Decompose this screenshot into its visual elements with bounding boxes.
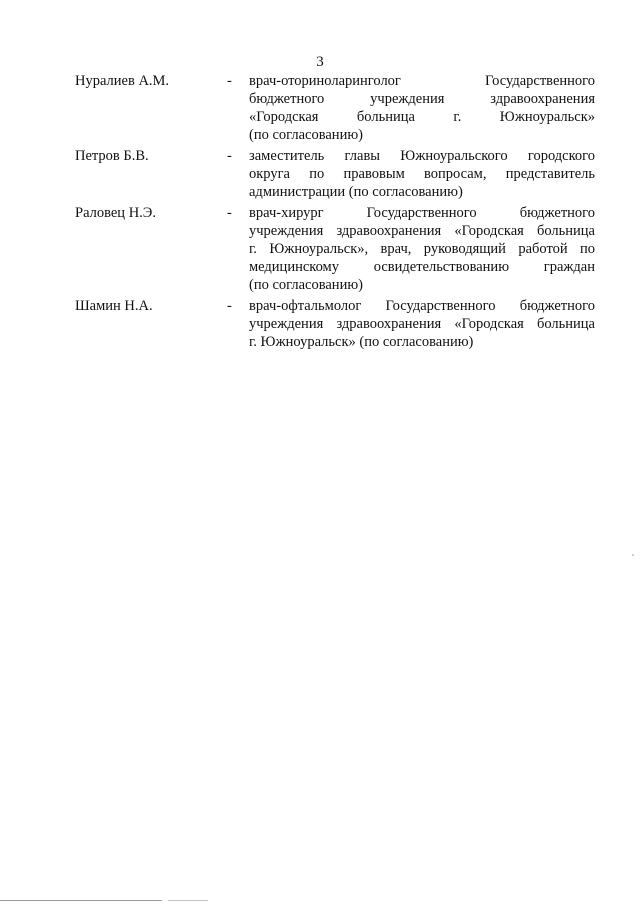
description-line: заместитель главы Южноуральского городского — [249, 148, 595, 164]
description-line: (по согласованию) — [249, 277, 363, 293]
list-item — [75, 147, 595, 201]
list-item — [75, 72, 595, 144]
description-line: врач-оториноларинголог Государственного — [249, 73, 595, 89]
description-line: врач-офтальмолог Государственного бюджетного — [249, 298, 595, 314]
member-description — [249, 297, 595, 351]
separator-dash: - — [227, 73, 232, 89]
separator-dash: - — [227, 148, 232, 164]
scan-artifact-line — [168, 900, 208, 901]
separator-dash: - — [227, 298, 232, 314]
member-description — [249, 204, 595, 294]
description-line: «Городская больница г. Южноуральск» — [249, 109, 595, 125]
description-line: учреждения здравоохранения «Городская больница — [249, 223, 595, 239]
description-line: учреждения здравоохранения «Городская больница — [249, 316, 595, 332]
list-item — [75, 297, 595, 351]
description-line: г. Южноуральск» (по согласованию) — [249, 334, 474, 350]
member-name: Раловец Н.Э. — [75, 205, 156, 221]
list-item — [75, 204, 595, 294]
member-name: Шамин Н.А. — [75, 298, 153, 314]
page-number: 3 — [316, 54, 324, 70]
description-line: медицинскому освидетельствованию граждан — [249, 259, 595, 275]
member-name: Нуралиев А.М. — [75, 73, 170, 89]
description-line: администрации (по согласованию) — [249, 184, 463, 200]
separator-dash: - — [227, 205, 232, 221]
member-description — [249, 147, 595, 201]
description-line: округа по правовым вопросам, представитель — [249, 166, 595, 182]
scan-artifact-line — [0, 900, 162, 901]
commission-members-list — [75, 72, 595, 354]
description-line: врач-хирург Государственного бюджетного — [249, 205, 595, 221]
description-line: (по согласованию) — [249, 127, 363, 143]
member-name: Петров Б.В. — [75, 148, 149, 164]
member-description — [249, 72, 595, 144]
scan-artifact-speck — [632, 554, 634, 556]
description-line: бюджетного учреждения здравоохранения — [249, 91, 595, 107]
description-line: г. Южноуральск», врач, руководящий работой по — [249, 241, 595, 257]
